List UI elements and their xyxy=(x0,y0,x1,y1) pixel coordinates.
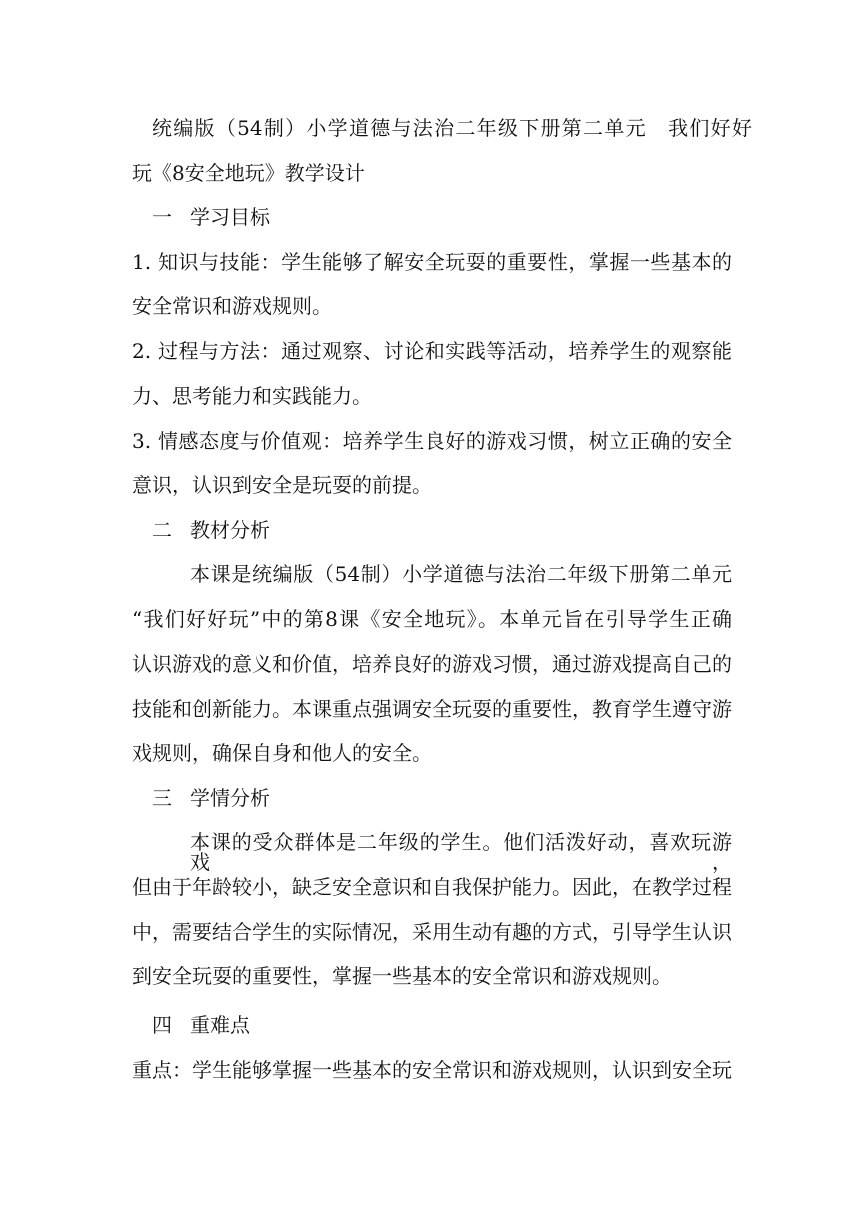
section-number: 二 xyxy=(152,518,172,542)
learners-line-3: 中，需要结合学生的实际情况，采用生动有趣的方式，引导学生认识 xyxy=(132,920,732,944)
section-number: 四 xyxy=(152,1013,172,1037)
section-title: 教材分析 xyxy=(190,518,270,542)
section-number: 一 xyxy=(152,205,172,229)
analysis-line-3: 认识游戏的意义和价值，培养良好的游戏习惯，通过游戏提高自己的 xyxy=(132,652,732,676)
analysis-line-2: “我们好好玩”中的第8课《安全地玩》。本单元旨在引导学生正确 xyxy=(132,607,732,631)
analysis-line-4: 技能和创新能力。本课重点强调安全玩耍的重要性，教育学生遵守游 xyxy=(132,697,732,721)
section-title: 重难点 xyxy=(190,1013,250,1037)
goal-3-line-2: 意识，认识到安全是玩耍的前提。 xyxy=(132,473,432,497)
doc-title-line-1: 统编版（54制）小学道德与法治二年级下册第二单元 我们好好 xyxy=(152,116,752,140)
section-title: 学情分析 xyxy=(190,786,270,810)
goal-1-line-2: 安全常识和游戏规则。 xyxy=(132,294,332,318)
section-title: 学习目标 xyxy=(190,205,270,229)
section-number: 三 xyxy=(152,786,172,810)
analysis-line-5: 戏规则，确保自身和他人的安全。 xyxy=(132,741,432,765)
goal-2-line-1: 2. 过程与方法：通过观察、讨论和实践等活动，培养学生的观察能 xyxy=(132,339,732,363)
doc-title-line-2: 玩《8安全地玩》教学设计 xyxy=(132,161,365,185)
learners-line-4: 到安全玩耍的重要性，掌握一些基本的安全常识和游戏规则。 xyxy=(132,964,672,988)
goal-2-line-2: 力、思考能力和实践能力。 xyxy=(132,384,372,408)
section-heading-analysis xyxy=(152,520,752,540)
learners-line-1: 本课的受众群体是二年级的学生。他们活泼好动，喜欢玩游戏， xyxy=(190,830,732,874)
goal-3-line-1: 3. 情感态度与价值观：培养学生良好的游戏习惯，树立正确的安全 xyxy=(132,429,732,453)
learners-line-2: 但由于年龄较小，缺乏安全意识和自我保护能力。因此，在教学过程 xyxy=(132,875,732,899)
analysis-line-1: 本课是统编版（54制）小学道德与法治二年级下册第二单元 xyxy=(190,562,732,586)
keypoints-line-1: 重点：学生能够掌握一些基本的安全常识和游戏规则，认识到安全玩 xyxy=(132,1058,732,1082)
section-heading-keypoints xyxy=(152,1015,752,1035)
section-heading-learners xyxy=(152,788,752,808)
section-heading-goals xyxy=(152,207,752,227)
goal-1-line-1: 1. 知识与技能：学生能够了解安全玩耍的重要性，掌握一些基本的 xyxy=(132,250,732,274)
